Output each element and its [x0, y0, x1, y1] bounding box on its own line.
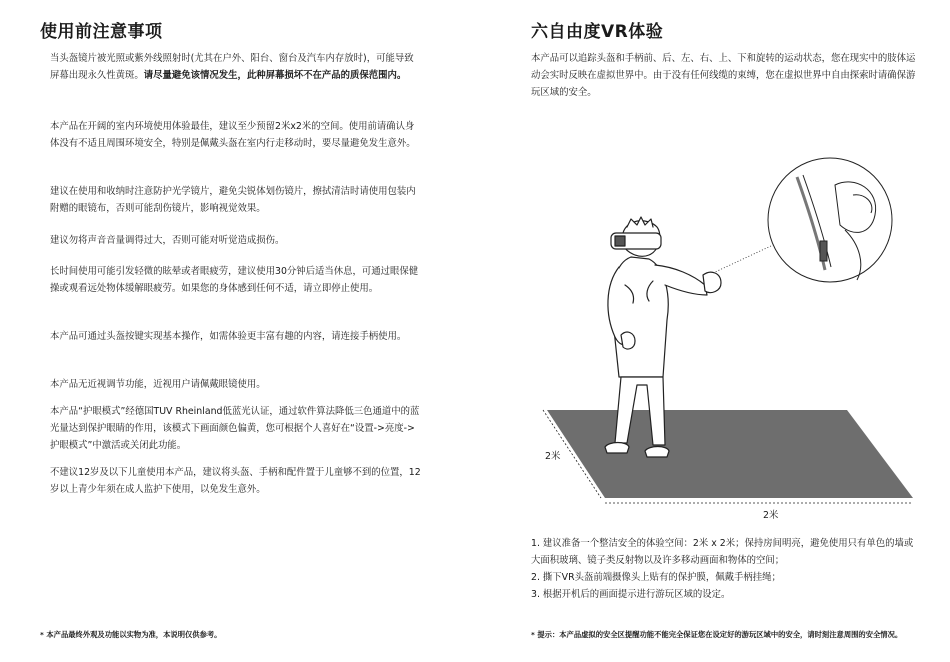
precaution-paragraph: 本产品可通过头盔按键实现基本操作，如需体验更丰富有趣的内容，请连接手柄使用。: [50, 331, 407, 342]
list-item: 2. 撕下VR头盔前端摄像头上贴有的保护膜，佩戴手柄挂绳；: [531, 572, 781, 583]
vr-controller: [703, 272, 721, 292]
precaution-paragraph: 建议在使用和收纳时注意防护光学镜片，避免尖锐体划伤镜片，擦拭清洁时请使用包装内附赠的眼镜布，否则可能刮伤镜片，影响视觉效果。: [50, 186, 416, 214]
page-title-precautions: 使用前注意事项: [40, 22, 163, 42]
page-title-6dof: 六自由度VR体验: [531, 22, 664, 42]
vr-controller: [621, 332, 635, 349]
tip-note: * 提示：本产品虚拟的安全区提醒功能不能完全保证您在设定好的游玩区域中的安全，请时刻注意周围的安全情况。: [531, 630, 903, 639]
list-item: 1. 建议准备一个整洁安全的体验空间：2米 x 2米；保持房间明亮，避免使用只有单色的墙或大面积玻璃、镜子类反射物以及许多移动画面和物体的空间；: [531, 538, 914, 566]
list-item: 3. 根据开机后的画面提示进行游玩区域的设定。: [531, 589, 731, 600]
dimension-label-bottom: 2米: [763, 510, 779, 521]
dimension-label-left: 2米: [545, 451, 561, 462]
precaution-paragraph: 不建议12岁及以下儿童使用本产品，建议将头盔、手柄和配件置于儿童够不到的位置，12岁以上青少年须在成人监护下使用，以免发生意外。: [50, 467, 421, 495]
right-page: [475, 0, 950, 662]
setup-steps-list: [531, 535, 921, 603]
precaution-paragraph: 长时间使用可能引发轻微的眩晕或者眼疲劳，建议使用30分钟后适当休息，可通过眼保健操或观看远处物体缓解眼疲劳。如果您的身体感到任何不适，请立即停止使用。: [50, 266, 419, 294]
intro-paragraph: 本产品可以追踪头盔和手柄前、后、左、右、上、下和旋转的运动状态，您在现实中的肢体运动会实时反映在虚拟世界中。由于没有任何线缆的束缚，您在虚拟世界中自由探索时请确保游玩区域的安全。: [531, 53, 916, 98]
paragraph-text: 当头盔镜片被光照或紫外线照射时(尤其在户外、阳台、窗台及汽车内存放时)，可能导致屏幕出现永久性黄斑。: [50, 53, 414, 81]
play-area-floor: [547, 410, 913, 498]
paragraph-bold-text: 请尽量避免该情况发生，此种屏幕损坏不在产品的质保范围内。: [143, 70, 407, 81]
footnote: * 本产品最终外观及功能以实物为准，本说明仅供参考。: [40, 630, 222, 639]
controller-pointer-ray: [713, 245, 773, 273]
precaution-paragraph: 建议勿将声音音量调得过大，否则可能对听觉造成损伤。: [50, 235, 285, 246]
precaution-paragraph: 本产品无近视调节功能，近视用户请佩戴眼镜使用。: [50, 379, 266, 390]
precaution-paragraph: 本产品“护眼模式”经德国TUV Rheinland低蓝光认证，通过软件算法降低三色通道中的蓝光量达到保护眼睛的作用，该模式下画面颜色偏黄，您可根据个人喜好在“设置->亮度->护眼模式”中激活或关闭此功能。: [50, 406, 420, 451]
vr-play-area-illustration: [535, 155, 925, 525]
precaution-paragraph: 本产品在开阔的室内环境使用体验最佳，建议至少预留2米x2米的空间。使用前请确认身体没有不适且周围环境安全，特别是佩戴头盔在室内行走移动时，要尽量避免发生意外。: [50, 121, 416, 149]
precaution-paragraph: [50, 50, 422, 84]
